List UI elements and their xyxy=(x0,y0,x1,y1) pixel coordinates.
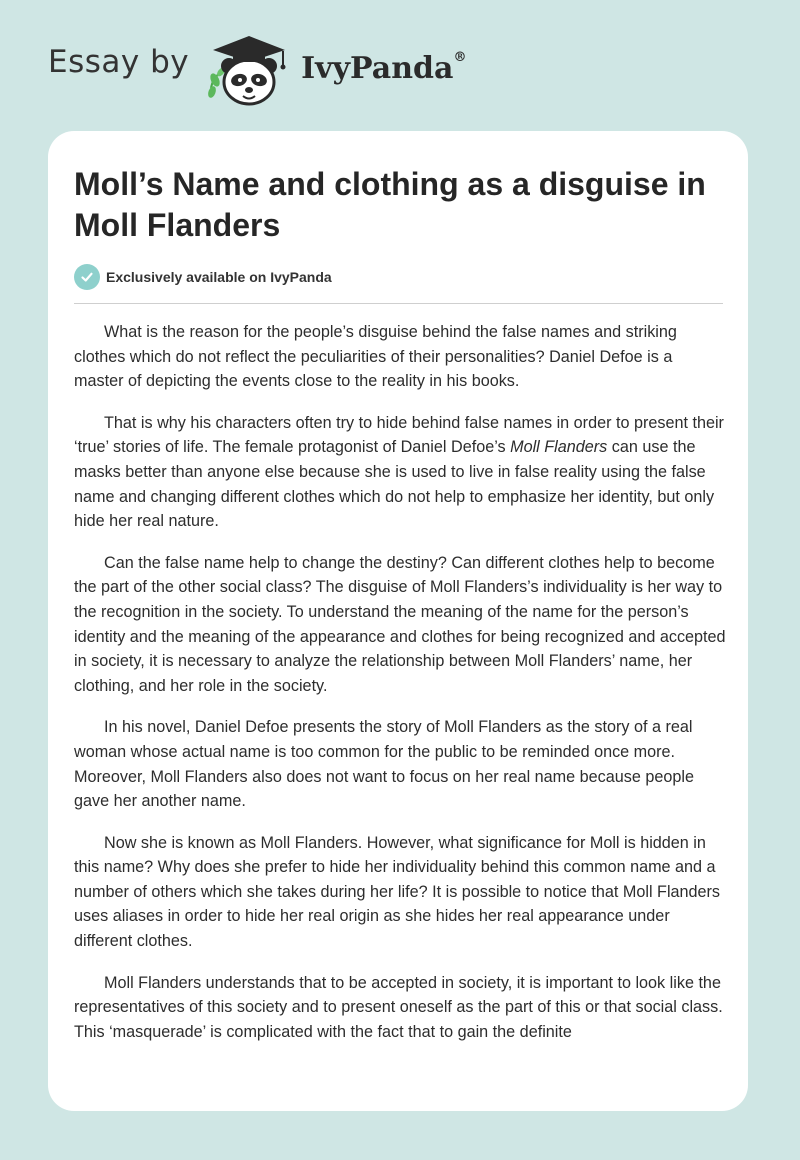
paragraph: Can the false name help to change the destiny? Can different clothes help to become the part of the other social class? The disguise of Moll Flanders’s individuality is her way to the recognition in the society. To understand the meaning of the name for the person’s identity and the meaning of the appearance and clothes for being recognized and accepted in society, it is necessary to analyze the relationship between Moll Flanders’ name, her clothing, and her role in the society. xyxy=(74,553,726,695)
paragraph-text: That is why his characters often try to hide behind false names in order to present their ‘true’ stories of life. The female protagonist of Daniel Defoe’s xyxy=(74,413,724,457)
essay-body xyxy=(74,320,726,1061)
brand-name[interactable] xyxy=(301,51,466,86)
divider xyxy=(74,303,723,304)
exclusive-badge-text: Exclusively available on IvyPanda xyxy=(106,269,332,285)
exclusive-badge xyxy=(74,264,332,290)
check-icon xyxy=(74,264,100,290)
panda-graduate-logo-icon[interactable] xyxy=(203,30,295,110)
registered-mark: ® xyxy=(453,49,467,65)
brand-text: IvyPanda xyxy=(301,50,454,86)
paragraph: What is the reason for the people’s disguise behind the false names and striking clothes which do not reflect the peculiarities of their personalities? Daniel Defoe is a master of depicting the events close to the reality in his books. xyxy=(74,323,677,391)
paragraph: Moll Flanders understands that to be accepted in society, it is important to look like the representatives of this society and to present oneself as the part of this or that social class. This ‘masquerade’ is complicated with the fact that to gain the definite xyxy=(74,973,723,1041)
book-title: Moll Flanders xyxy=(510,438,608,457)
paragraph-text: can use the masks better than anyone else because she is used to live in false reality using the false name and changing different clothes which do not help to emphasize her identity, but only hide her real nature. xyxy=(74,438,715,531)
essay-card xyxy=(48,131,748,1111)
paragraph: In his novel, Daniel Defoe presents the story of Moll Flanders as the story of a real woman whose actual name is too common for the public to be reminded once more. Moreover, Moll Flanders also does not want to focus on her real name because people gave her another name. xyxy=(74,718,694,811)
site-header xyxy=(48,30,466,110)
essay-title: Moll’s Name and clothing as a disguise in Moll Flanders xyxy=(74,166,706,243)
paragraph xyxy=(74,411,726,534)
essay-by-label: Essay by xyxy=(48,44,190,80)
paragraph: Now she is known as Moll Flanders. However, what significance for Moll is hidden in this name? Why does she prefer to hide her individuality behind this common name and a number of others which she takes during her life? It is possible to notice that Moll Flanders uses aliases in order to hide her real origin as she hides her real appearance under different clothes. xyxy=(74,833,721,951)
